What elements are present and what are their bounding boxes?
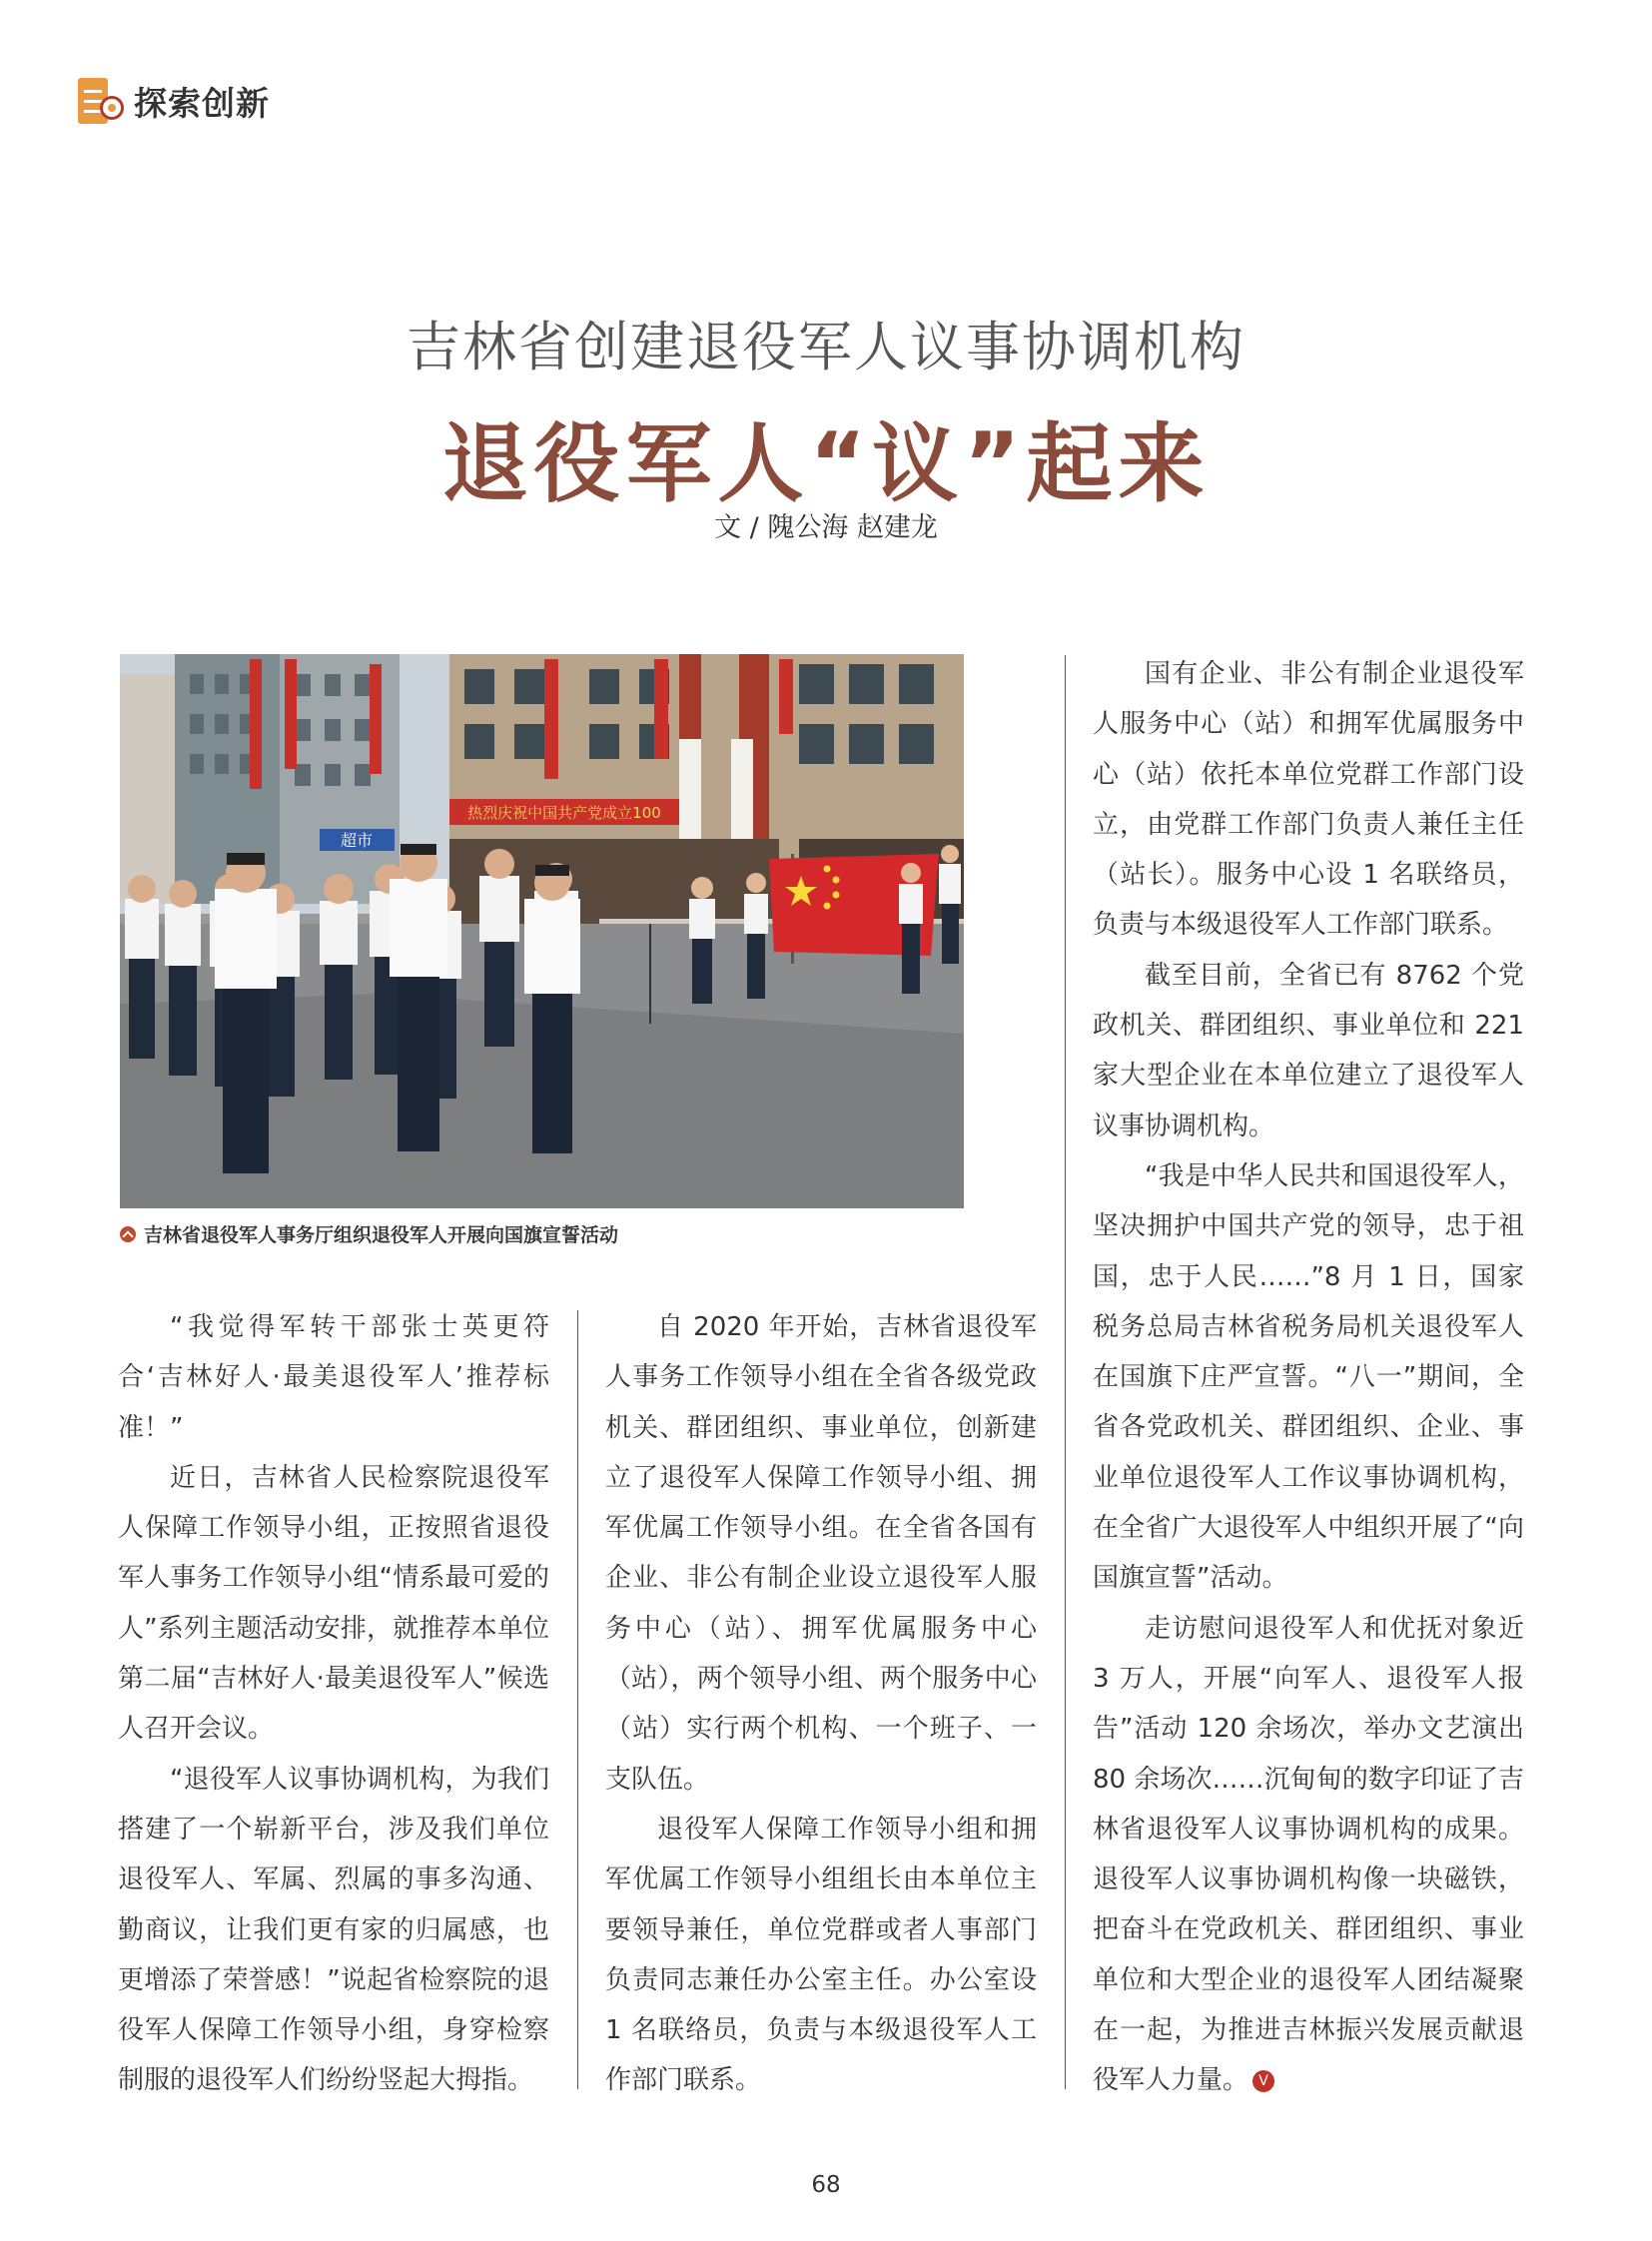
paragraph: “我是中华人民共和国退役军人，坚决拥护中国共产党的领导，忠于祖国，忠于人民……”8 月 1 日，国家税务总局吉林省税务局机关退役军人在国旗下庄严宣誓。“八一”期间，全省各党政机关、群团组织、企业、事业单位退役军人工作议事协调机构，在全省广大退役军人中组织开展了“向国旗宣誓”活动。 — [1093, 1160, 1524, 1594]
caption-bullet-icon — [120, 1226, 136, 1242]
article-subtitle: 吉林省创建退役军人议事协调机构 — [407, 316, 1245, 378]
photo-caption — [120, 1220, 979, 1247]
article-photo — [120, 654, 964, 1208]
paragraph: “我觉得军转干部张士英更符合‘吉林好人·最美退役军人’推荐标准！” — [118, 1312, 549, 1443]
section-header — [78, 76, 270, 126]
paragraph: 自 2020 年开始，吉林省退役军人事务工作领导小组在全省各级党政机关、群团组织、事业单位，创新建立了退役军人保障工作领导小组、拥军优属工作领导小组。在全省各国有企业、非公有制企业设立退役军人服务中心（站）、拥军优属服务中心（站），两个领导小组、两个服务中心（站）实行两个机构、一个班子、一支队伍。 — [605, 1312, 1037, 1795]
article-byline: 文 / 隗公海 赵建龙 — [714, 512, 938, 543]
column-divider — [1065, 655, 1066, 2089]
section-title: 探索创新 — [134, 83, 270, 123]
paragraph-last — [1093, 1604, 1524, 2106]
paragraph: 近日，吉林省人民检察院退役军人保障工作领导小组，正按照省退役军人事务工作领导小组“情系最可爱的人”系列主题活动安排，就推荐本单位第二届“吉林好人·最美退役军人”候选人召开会议。 — [118, 1462, 549, 1745]
paragraph-text: 走访慰问退役军人和优抚对象近 3 万人，开展“向军人、退役军人报告”活动 120 余场次，举办文艺演出 80 余场次……沉甸甸的数字印证了吉林省退役军人议事协调机构的成果。退役军人议事协调机构像一块磁铁，把奋斗在党政机关、群团组织、事业单位和大型企业的退役军人团结凝聚在一起，为推进吉林振兴发展贡献退役军人力量。 — [1093, 1613, 1524, 2096]
paragraph: 国有企业、非公有制企业退役军人服务中心（站）和拥军优属服务中心（站）依托本单位党群工作部门设立，由党群工作部门负责人兼任主任（站长）。服务中心设 1 名联络员，负责与本级退役军人工作部门联系。 — [1093, 659, 1524, 941]
caption-text: 吉林省退役军人事务厅组织退役军人开展向国旗宣誓活动 — [144, 1224, 619, 1246]
article-column-2 — [605, 1302, 1037, 2106]
column-divider — [577, 1310, 578, 2089]
article-column-3 — [1093, 649, 1524, 2106]
banner-text: 热烈庆祝中国共产党成立100 — [467, 804, 661, 822]
paragraph: 退役军人保障工作领导小组和拥军优属工作领导小组组长由本单位主要领导兼任，单位党群或者人事部门负责同志兼任办公室主任。办公室设 1 名联络员，负责与本级退役军人工作部门联系。 — [605, 1814, 1037, 2096]
article-column-1 — [118, 1302, 549, 2106]
article-title: 退役军人“议”起来 — [441, 414, 1211, 514]
paragraph: 截至目前，全省已有 8762 个党政机关、群团组织、事业单位和 221 家大型企业在本单位建立了退役军人议事协调机构。 — [1093, 960, 1524, 1141]
section-logo-icon — [78, 78, 124, 124]
paragraph: “退役军人议事协调机构，为我们搭建了一个崭新平台，涉及我们单位退役军人、军属、烈属的事多沟通、勤商议，让我们更有家的归属感，也更增添了荣誉感！”说起省检察院的退役军人保障工作领导小组，身穿检察制服的退役军人们纷纷竖起大拇指。 — [118, 1764, 549, 2096]
end-mark-icon: V — [1252, 2070, 1274, 2092]
market-sign-text: 超市 — [340, 831, 374, 850]
page-number: 68 — [811, 2172, 841, 2198]
